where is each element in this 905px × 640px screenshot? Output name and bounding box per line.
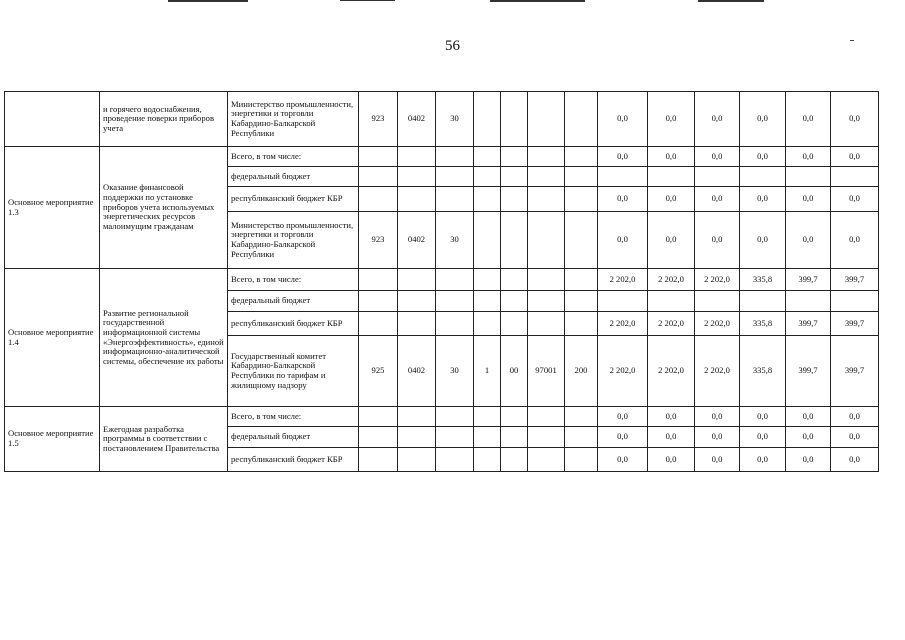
target-code-4 [528,407,565,427]
amount-cell: 0,0 [831,212,879,269]
amount-cell: 0,0 [831,147,879,167]
scan-artifact-line [490,0,585,2]
amount-cell: 0,0 [740,147,786,167]
funding-source: республиканский бюджет КБР [228,312,359,336]
amount-cell: 0,0 [740,212,786,269]
amount-cell: 399,7 [831,312,879,336]
target-code-4 [528,187,565,212]
page-number: 56 [445,38,460,54]
expense-type-code [565,427,598,448]
amount-cell: 2 202,0 [598,312,648,336]
amount-cell: 0,0 [740,407,786,427]
table-row [5,269,879,291]
amount-cell: 2 202,0 [648,336,695,407]
grbs-code: 925 [359,336,398,407]
target-code-2 [474,448,501,472]
table-row [5,147,879,167]
funding-source: Министерство промышленности, энергетики и торговли Кабардино-Балкарской Республики [228,92,359,147]
amount-cell: 2 202,0 [648,312,695,336]
amount-cell: 0,0 [831,92,879,147]
amount-cell [786,291,831,312]
section-code [398,269,436,291]
scan-artifact-line [168,0,248,2]
grbs-code [359,187,398,212]
amount-cell: 2 202,0 [695,312,740,336]
grbs-code [359,147,398,167]
target-code-4 [528,167,565,187]
target-code-3 [501,187,528,212]
funding-source: федеральный бюджет [228,291,359,312]
target-code-4 [528,147,565,167]
target-code-2 [474,187,501,212]
target-code-3 [501,92,528,147]
target-code-2 [474,269,501,291]
expense-type-code [565,269,598,291]
amount-cell: 0,0 [695,147,740,167]
amount-cell: 2 202,0 [695,336,740,407]
funding-source: Государственный комитет Кабардино-Балкарской Республики по тарифам и жилищному надзору [228,336,359,407]
target-code-3 [501,448,528,472]
activity-group: Основное мероприятие 1.5 [5,407,100,472]
target-code-3 [501,427,528,448]
amount-cell: 0,0 [740,448,786,472]
target-code-2: 1 [474,336,501,407]
target-code-1 [436,407,474,427]
section-code: 0402 [398,336,436,407]
section-code [398,187,436,212]
expense-type-code [565,167,598,187]
amount-cell: 0,0 [786,147,831,167]
amount-cell [695,167,740,187]
target-code-3 [501,312,528,336]
expense-type-code: 200 [565,336,598,407]
section-code [398,407,436,427]
target-code-2 [474,212,501,269]
expense-type-code [565,147,598,167]
amount-cell: 335,8 [740,269,786,291]
target-code-3 [501,167,528,187]
target-code-4 [528,291,565,312]
amount-cell: 0,0 [648,448,695,472]
funding-source: республиканский бюджет КБР [228,187,359,212]
target-code-1: 30 [436,212,474,269]
grbs-code [359,269,398,291]
amount-cell [598,291,648,312]
expense-type-code [565,312,598,336]
target-code-1 [436,448,474,472]
activity-description: Оказание финансовой поддержки по установке приборов учета используемых энергетических ресурсов малоимущим гражданам [100,147,228,269]
target-code-4 [528,427,565,448]
amount-cell: 399,7 [831,269,879,291]
amount-cell: 0,0 [598,212,648,269]
section-code [398,167,436,187]
target-code-1 [436,187,474,212]
amount-cell: 2 202,0 [695,269,740,291]
amount-cell: 0,0 [648,187,695,212]
amount-cell: 0,0 [695,92,740,147]
target-code-3 [501,269,528,291]
amount-cell: 0,0 [831,427,879,448]
target-code-3 [501,291,528,312]
amount-cell [831,291,879,312]
section-code [398,312,436,336]
target-code-3: 00 [501,336,528,407]
target-code-3 [501,147,528,167]
grbs-code [359,427,398,448]
table-row [5,92,879,147]
target-code-1 [436,269,474,291]
grbs-code [359,407,398,427]
target-code-2 [474,92,501,147]
grbs-code [359,167,398,187]
amount-cell: 0,0 [831,187,879,212]
amount-cell: 399,7 [831,336,879,407]
scan-artifact-line [340,0,395,1]
grbs-code: 923 [359,212,398,269]
amount-cell: 0,0 [695,407,740,427]
amount-cell: 2 202,0 [598,336,648,407]
amount-cell: 0,0 [786,212,831,269]
activity-description: Развитие региональной государственной информационной системы «Энергоэффективность», единой информационно-аналитической системы, обеспечение их работы [100,269,228,407]
amount-cell: 399,7 [786,269,831,291]
scan-artifact-line [698,0,764,2]
section-code: 0402 [398,92,436,147]
amount-cell: 0,0 [740,427,786,448]
activity-description: и горячего водоснабжения, проведение поверки приборов учета [100,92,228,147]
amount-cell: 335,8 [740,336,786,407]
target-code-1: 30 [436,92,474,147]
target-code-4 [528,448,565,472]
amount-cell [695,291,740,312]
expense-type-code [565,407,598,427]
target-code-1 [436,291,474,312]
amount-cell [740,291,786,312]
activity-group: Основное мероприятие 1.3 [5,147,100,269]
funding-source: федеральный бюджет [228,427,359,448]
target-code-1 [436,312,474,336]
amount-cell: 0,0 [648,407,695,427]
amount-cell: 0,0 [695,187,740,212]
expense-type-code [565,291,598,312]
target-code-1: 30 [436,336,474,407]
target-code-2 [474,427,501,448]
amount-cell: 0,0 [598,407,648,427]
amount-cell: 0,0 [786,407,831,427]
activity-group [5,92,100,147]
amount-cell: 2 202,0 [598,269,648,291]
section-code [398,147,436,167]
target-code-2 [474,147,501,167]
expense-type-code [565,448,598,472]
amount-cell: 0,0 [695,427,740,448]
amount-cell: 0,0 [831,448,879,472]
table-row [5,407,879,427]
amount-cell [598,167,648,187]
grbs-code: 923 [359,92,398,147]
target-code-2 [474,167,501,187]
grbs-code [359,312,398,336]
amount-cell: 0,0 [598,448,648,472]
target-code-4: 97001 [528,336,565,407]
grbs-code [359,448,398,472]
target-code-1 [436,167,474,187]
activity-description: Ежегодная разработка программы в соответствии с постановлением Правительства [100,407,228,472]
amount-cell: 0,0 [695,448,740,472]
amount-cell: 0,0 [740,187,786,212]
target-code-4 [528,212,565,269]
section-code: 0402 [398,212,436,269]
funding-source: Всего, в том числе: [228,147,359,167]
section-code [398,291,436,312]
amount-cell: 0,0 [598,427,648,448]
target-code-4 [528,92,565,147]
amount-cell [831,167,879,187]
expense-type-code [565,212,598,269]
amount-cell: 0,0 [740,92,786,147]
target-code-2 [474,291,501,312]
target-code-2 [474,407,501,427]
activity-group: Основное мероприятие 1.4 [5,269,100,407]
amount-cell: 0,0 [695,212,740,269]
expense-type-code [565,92,598,147]
funding-source: федеральный бюджет [228,167,359,187]
expense-type-code [565,187,598,212]
section-code [398,427,436,448]
target-code-2 [474,312,501,336]
amount-cell: 0,0 [786,427,831,448]
grbs-code [359,291,398,312]
amount-cell: 399,7 [786,312,831,336]
funding-source: Всего, в том числе: [228,407,359,427]
scan-mark [850,40,854,41]
amount-cell: 0,0 [648,92,695,147]
amount-cell: 0,0 [786,92,831,147]
target-code-4 [528,269,565,291]
target-code-1 [436,427,474,448]
section-code [398,448,436,472]
amount-cell: 0,0 [648,427,695,448]
amount-cell: 0,0 [648,212,695,269]
funding-source: Министерство промышленности, энергетики и торговли Кабардино-Балкарской Республики [228,212,359,269]
amount-cell: 0,0 [598,187,648,212]
target-code-4 [528,312,565,336]
amount-cell [786,167,831,187]
amount-cell [740,167,786,187]
amount-cell: 0,0 [598,147,648,167]
amount-cell: 0,0 [831,407,879,427]
amount-cell: 0,0 [786,448,831,472]
amount-cell: 0,0 [786,187,831,212]
funding-source: Всего, в том числе: [228,269,359,291]
target-code-3 [501,407,528,427]
amount-cell: 0,0 [648,147,695,167]
target-code-3 [501,212,528,269]
budget-table [4,91,879,472]
amount-cell: 0,0 [598,92,648,147]
amount-cell: 335,8 [740,312,786,336]
amount-cell [648,291,695,312]
amount-cell: 399,7 [786,336,831,407]
amount-cell: 2 202,0 [648,269,695,291]
amount-cell [648,167,695,187]
target-code-1 [436,147,474,167]
funding-source: республиканский бюджет КБР [228,448,359,472]
